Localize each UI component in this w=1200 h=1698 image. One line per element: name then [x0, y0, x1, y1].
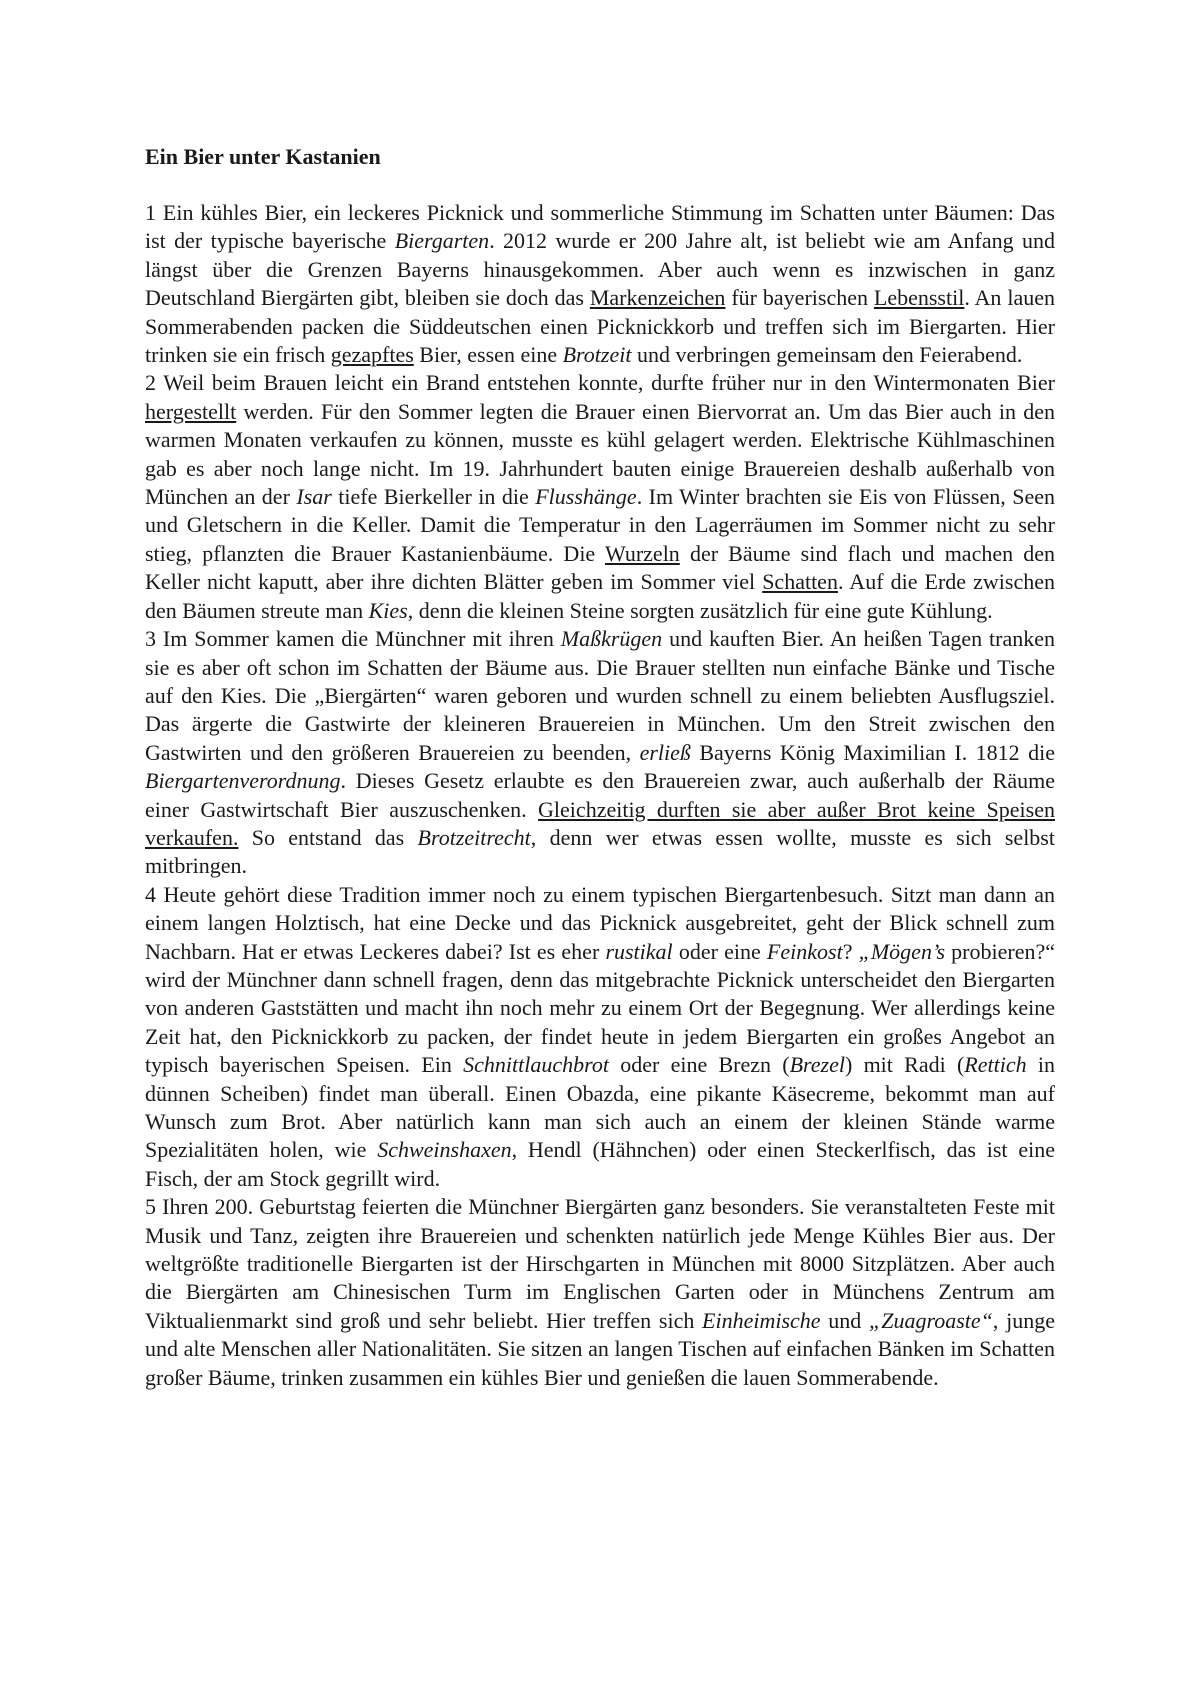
text-run: tiefe Bierkeller in die [331, 484, 536, 510]
paragraph-4 [145, 881, 1055, 1193]
text-run: , Hendl (Hähnchen) oder einen Steckerlfisch, das ist eine Fisch, der am Stock gegrillt wird. [145, 1137, 1055, 1191]
text-run: ? [842, 938, 859, 964]
paragraph-5 [145, 1193, 1055, 1392]
paragraph-list [145, 199, 1055, 1392]
text-run: probieren?“ wird der Münchner dann schnell fragen, denn das mitgebrachte Picknick unterscheidet den Biergarten von anderen Gaststätten und macht ihn noch mehr zu einem Ort der Begegnung. Wer allerdings keine Zeit hat, den Picknickkorb zu packen, der findet heute in jedem Biergarten ein großes Angebot an typisch bayerischen Speisen. Ein [145, 938, 1056, 1078]
italic-term: erließ [639, 739, 691, 765]
text-run: und [820, 1307, 870, 1333]
italic-term: Brezel [789, 1052, 845, 1078]
italic-term: Schweinshaxen [377, 1137, 512, 1163]
underlined-term: Wurzeln [604, 540, 680, 566]
italic-term: Biergartenverordnung [145, 768, 341, 794]
italic-term: rustikal [605, 938, 673, 964]
text-run: , denn wer etwas essen wollte, musste es sich selbst mitbringen. [145, 824, 1055, 879]
paragraph-3 [145, 625, 1055, 881]
italic-term: Flusshänge [535, 484, 637, 510]
text-run: Bier, essen eine [413, 342, 563, 368]
text-run: 2 Weil beim Brauen leicht ein Brand entstehen konnte, durfte früher nur in den Wintermonaten Bier [145, 370, 1055, 396]
text-run: 3 Im Sommer kamen die Münchner mit ihren [145, 626, 561, 652]
text-run: ) mit Radi ( [844, 1052, 965, 1078]
document-title: Ein Bier unter Kastanien [145, 144, 381, 169]
text-run: . Dieses Gesetz erlaubte es den Brauereien zwar, auch außerhalb der Räume einer Gastwirtschaft Bier auszuschenken. [145, 768, 1055, 822]
paragraph-2 [145, 369, 1055, 625]
italic-term: „Mögen’s [858, 938, 946, 964]
text-run: 1 Ein kühles Bier, ein leckeres Picknick und sommerliche Stimmung im Schatten unter Bäumen: Das ist der typische bayerische [145, 200, 1055, 254]
document-body [145, 143, 1055, 1392]
text-run: oder eine Brezn ( [608, 1052, 790, 1078]
underlined-term: Lebensstil [873, 285, 965, 311]
italic-term: Brotzeitrecht [417, 824, 531, 850]
italic-term: Isar [296, 484, 332, 510]
text-run: werden. Für den Sommer legten die Brauer einen Biervorrat an. Um das Bier auch in den warmen Monaten verkaufen zu können, musste es kühl gelagert werden. Elektrische Kühlmaschinen gab es aber noch lange nicht. Im 19. Jahrhundert bauten einige Brauereien deshalb außerhalb von München an der [145, 398, 1055, 510]
italic-term: Kies [368, 597, 408, 623]
text-run: . An lauen Sommerabenden packen die Süddeutschen einen Picknickkorb und treffen sich im Biergarten. Hier trinken sie ein frisch [145, 285, 1055, 368]
paragraph-1 [145, 199, 1055, 369]
text-run: und kauften Bier. An heißen Tagen tranken sie es aber oft schon im Schatten der Bäume aus. Die Brauer stellten nun einfache Bänke und Tische auf den Kies. Die „Biergärten“ waren geboren und wurden schnell zu einem beliebten Ausflugsziel. Das ärgerte die Gastwirte der kleineren Brauereien in München. Um den Streit zwischen den Gastwirten und den größeren Brauereien zu beenden, [145, 626, 1055, 765]
text-run: . 2012 wurde er 200 Jahre alt, ist beliebt wie am Anfang und längst über die Grenzen Bayerns hinausgekommen. Aber auch wenn es inzwischen in ganz Deutschland Biergärten gibt, bleiben sie doch das [145, 228, 1055, 311]
text-run: und verbringen gemeinsam den Feierabend. [631, 342, 1023, 368]
italic-term: Biergarten [394, 228, 490, 254]
underlined-term: hergestellt [145, 398, 237, 424]
text-run: Bayerns König Maximilian I. 1812 die [690, 739, 1055, 765]
text-run: der Bäume sind flach und machen den Keller nicht kaputt, aber ihre dichten Blätter geben im Sommer viel [145, 540, 1056, 595]
underlined-term: Schatten [762, 569, 838, 595]
italic-term: Einheimische [702, 1307, 821, 1333]
text-run: für bayerischen [725, 285, 874, 311]
underlined-term: Markenzeichen [589, 285, 726, 311]
italic-term: Schnittlauchbrot [463, 1052, 609, 1078]
text-run: oder eine [672, 938, 767, 964]
italic-term: Brotzeit [562, 342, 632, 368]
underlined-term: Gleichzeitig durften sie aber außer Brot keine Speisen verkaufen. [145, 796, 1055, 850]
italic-term: Feinkost [766, 938, 843, 964]
text-run: in dünnen Scheiben) findet man überall. Einen Obazda, eine pikante Käsecreme, bekommt man auf Wunsch zum Brot. Aber natürlich kann man sich auch an einem der kleinen Stände warme Spezialitäten holen, wie [145, 1052, 1055, 1163]
underlined-term: gezapftes [330, 342, 414, 368]
text-run: . Auf die Erde zwischen den Bäumen streute man [145, 569, 1055, 623]
text-run: So entstand das [238, 824, 418, 850]
italic-term: Rettich [964, 1052, 1027, 1078]
italic-term: Maßkrügen [560, 626, 663, 652]
text-run: , denn die kleinen Steine sorgten zusätzlich für eine gute Kühlung. [407, 597, 993, 623]
italic-term: „Zuagroaste“ [869, 1307, 993, 1333]
text-run: . Im Winter brachten sie Eis von Flüssen, Seen und Gletschern in die Keller. Damit die Temperatur in den Lagerräumen im Sommer nicht zu sehr stieg, pflanzten die Brauer Kastanienbäume. Die [145, 484, 1055, 566]
text-run: 4 Heute gehört diese Tradition immer noch zu einem typischen Biergartenbesuch. Sitzt man dann an einem langen Holztisch, hat eine Decke und das Picknick ausgebreitet, geht der Blick schnell zum Nachbarn. Hat er etwas Leckeres dabei? Ist es eher [145, 881, 1055, 964]
text-run: , junge und alte Menschen aller Nationalitäten. Sie sitzen an langen Tischen auf einfachen Bänken im Schatten großer Bäume, trinken zusammen ein kühles Bier und genießen die lauen Sommerabende. [145, 1307, 1055, 1390]
text-run: 5 Ihren 200. Geburtstag feierten die Münchner Biergärten ganz besonders. Sie veranstalteten Feste mit Musik und Tanz, zeigten ihre Brauereien und schenkten natürlich jede Menge Kühles Bier aus. Der weltgrößte traditionelle Biergarten ist der Hirschgarten in München mit 8000 Sitzplätzen. Aber auch die Biergärten am Chinesischen Turm im Englischen Garten oder in Münchens Zentrum am Viktualienmarkt sind groß und sehr beliebt. Hier treffen sich [145, 1194, 1055, 1333]
